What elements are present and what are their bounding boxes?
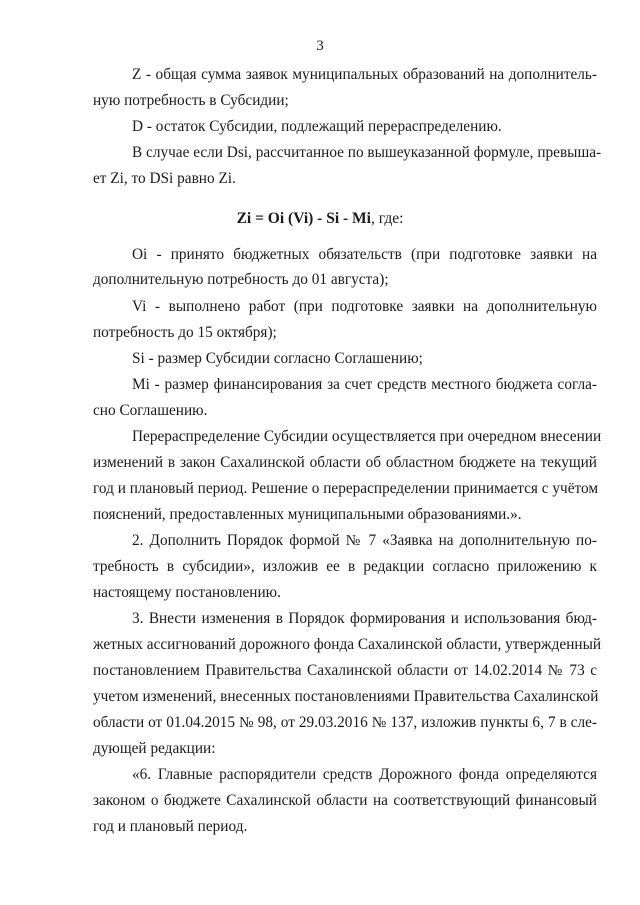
text-line: Z - общая сумма заявок муниципальных образований на дополнитель-	[132, 66, 597, 83]
text-line: 2. Дополнить Порядок формой № 7 «Заявка на дополнительную по-	[132, 532, 597, 549]
text-line: учетом изменений, внесенных постановлениями Правительства Сахалинской	[93, 688, 599, 705]
text-line: изменений в закон Сахалинской области об областном бюджете на текущий	[93, 454, 597, 471]
text-line: год и плановый период. Решение о перераспределении принимается с учётом	[93, 480, 599, 497]
text-line: дополнительную потребность до 01 августа);	[93, 271, 389, 288]
formula	[0, 210, 640, 228]
page-number: 3	[316, 38, 324, 54]
formula-suffix: , где:	[370, 210, 404, 227]
text-line: пояснений, предоставленных муниципальными образованиями.».	[93, 506, 522, 523]
text-line: жетных ассигнований дорожного фонда Сахалинской области, утвержденный	[93, 636, 602, 653]
text-line: дующей редакции:	[93, 740, 216, 757]
text-line: ную потребность в Субсидии;	[93, 92, 289, 109]
text-line: D - остаток Субсидии, подлежащий перераспределению.	[132, 118, 502, 135]
text-line: 3. Внести изменения в Порядок формирования и использования бюд-	[132, 610, 597, 627]
text-line: «6. Главные распорядители средств Дорожного фонда определяются	[132, 766, 597, 783]
text-line: ет Zi, то DSi равно Zi.	[93, 170, 236, 187]
text-line: В случае если Dsi, рассчитанное по вышеуказанной формуле, превыша-	[132, 144, 602, 161]
text-line: требность в субсидии», изложив ее в редакции согласно приложению к	[93, 558, 597, 575]
text-line: Перераспределение Субсидии осуществляется при очередном внесении	[132, 428, 602, 445]
text-line: настоящему постановлению.	[93, 584, 281, 601]
text-line: законом о бюджете Сахалинской области на соответствующий финансовый	[93, 792, 597, 809]
text-line: сно Соглашению.	[93, 402, 208, 419]
text-line: постановлением Правительства Сахалинской области от 14.02.2014 № 73 с	[93, 662, 597, 679]
text-line: Vi - выполнено работ (при подготовке заявки на дополнительную	[132, 298, 597, 315]
text-line: потребность до 15 октября);	[93, 324, 277, 341]
text-line: Oi - принято бюджетных обязательств (при подготовке заявки на	[132, 246, 597, 263]
text-line: области от 01.04.2015 № 98, от 29.03.2016 № 137, изложив пункты 6, 7 в сле-	[93, 714, 597, 731]
text-line: Si - размер Субсидии согласно Соглашению;	[132, 350, 423, 367]
text-line: год и плановый период.	[93, 818, 248, 835]
formula-expression: Zi = Oi (Vi) - Si - Mi	[236, 210, 371, 227]
text-line: Mi - размер финансирования за счет средств местного бюджета согла-	[132, 376, 597, 393]
